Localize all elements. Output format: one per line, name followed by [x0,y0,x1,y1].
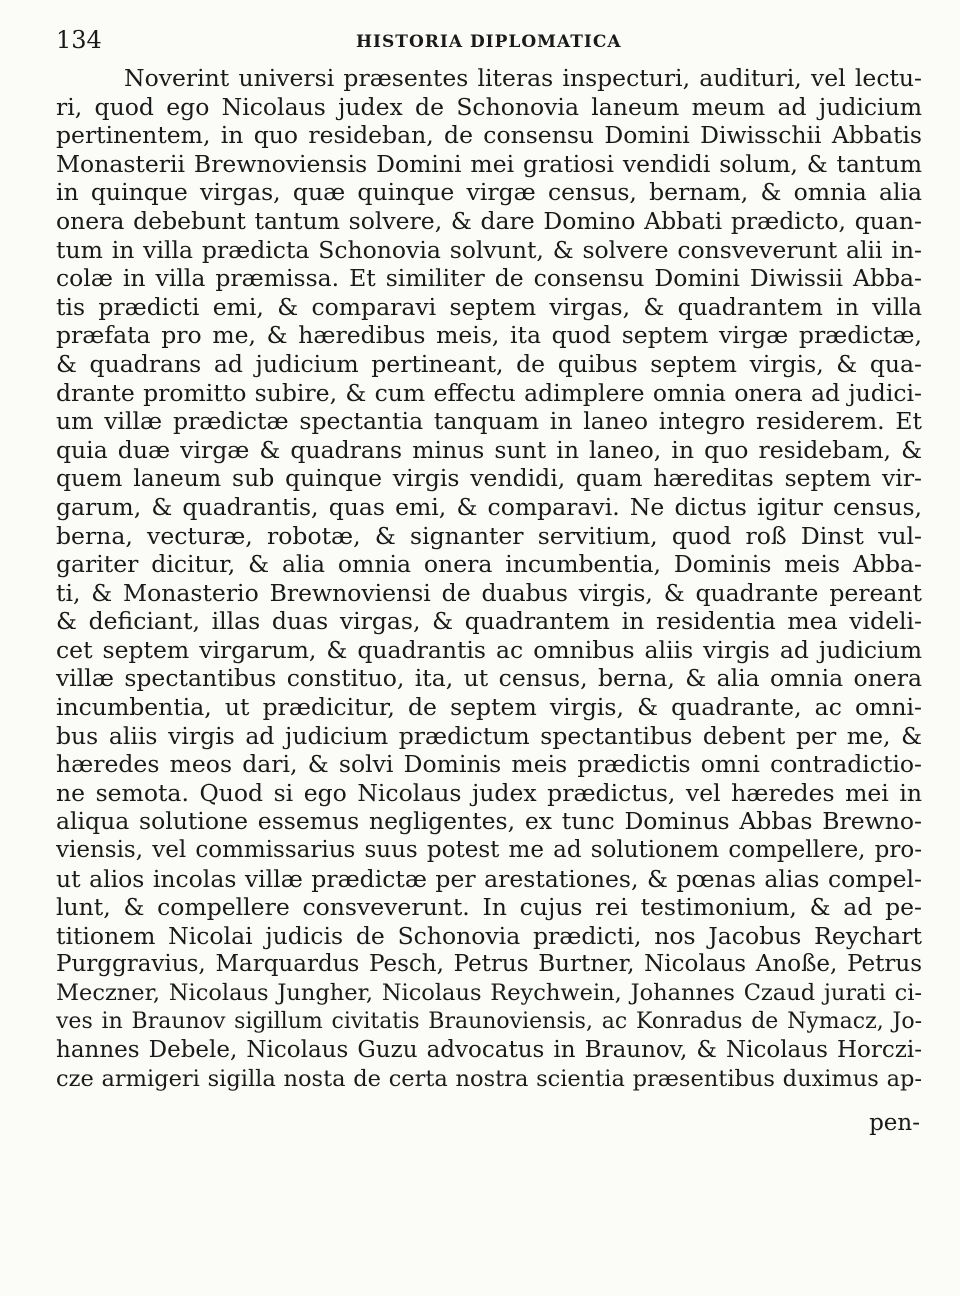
text-line: Meczner, Nicolaus Jungher, Nicolaus Reychwein, Johannes Czaud jurati ci- [56,980,922,1006]
text-line: cet septem virgarum, & quadrantis ac omnibus aliis virgis ad judicium [56,635,922,664]
running-head: HISTORIA DIPLOMATICA [356,32,622,52]
text-line: villæ spectantibus constituo, ita, ut census, berna, & alia omnia onera [56,664,922,693]
text-line: hæredes meos dari, & solvi Dominis meis prædictis omni contradictio- [56,750,922,779]
body-text [56,64,922,1093]
text-line: cze armigeri sigilla nosta de certa nostra scientia præsentibus duximus ap- [56,1065,922,1092]
text-line: onera debebunt tantum solvere, & dare Domino Abbati prædicto, quan- [56,206,922,235]
text-line: Monasterii Brewnoviensis Domini mei gratiosi vendidi solum, & tantum [56,149,922,178]
catchword: pen- [869,1110,920,1136]
text-line: um villæ prædictæ spectantia tanquam in laneo integro residerem. Et [56,407,922,436]
text-line: garum, & quadrantis, quas emi, & comparavi. Ne dictus igitur census, [56,492,922,521]
text-line: ri, quod ego Nicolaus judex de Schonovia laneum meum ad judicium [56,92,922,121]
text-line: gariter dicitur, & alia omnia onera incumbentia, Dominis meis Abba- [56,550,922,579]
text-line: præfata pro me, & hæredibus meis, ita quod septem virgæ prædictæ, [56,321,922,350]
text-line: titionem Nicolai judicis de Schonovia prædicti, nos Jacobus Reychart [56,921,922,950]
text-line: ti, & Monasterio Brewnoviensi de duabus virgis, & quadrante pereant [56,578,922,607]
text-line: viensis, vel commissarius suus potest me ad solutionem compellere, pro- [56,837,922,864]
text-line: bus aliis virgis ad judicium prædictum spectantibus debent per me, & [56,721,922,750]
text-line: pertinentem, in quo resideban, de consensu Domini Diwisschii Abbatis [56,121,922,150]
text-line: colæ in villa præmissa. Et similiter de consensu Domini Diwissii Abba- [56,264,922,293]
text-line: in quinque virgas, quæ quinque virgæ census, bernam, & omnia alia [56,178,922,207]
page-header [56,26,920,56]
text-line: Noverint universi præsentes literas inspecturi, audituri, vel lectu- [124,64,922,92]
text-line: lunt, & compellere consveverunt. In cujus rei testimonium, & ad pe- [56,893,922,922]
page-number: 134 [56,26,102,54]
text-line: quia duæ virgæ & quadrans minus sunt in laneo, in quo residebam, & [56,435,922,464]
text-line: tis prædicti emi, & comparavi septem virgas, & quadrantem in villa [56,292,922,321]
text-line: & deficiant, illas duas virgas, & quadrantem in residentia mea videli- [56,607,922,636]
text-line: quem laneum sub quinque virgis vendidi, quam hæreditas septem vir- [56,464,922,493]
text-line: Purggravius, Marquardus Pesch, Petrus Burtner, Nicolaus Anoße, Petrus [56,951,922,978]
text-line: ves in Braunov sigillum civitatis Braunoviensis, ac Konradus de Nymacz, Jo- [56,1008,922,1034]
text-line: & quadrans ad judicium pertineant, de quibus septem virgis, & qua- [56,349,922,378]
text-line: aliqua solutione essemus negligentes, ex tunc Dominus Abbas Brewno- [56,807,922,836]
text-line: berna, vecturæ, robotæ, & signanter servitium, quod roß Dinst vul- [56,521,922,550]
text-line: incumbentia, ut prædicitur, de septem virgis, & quadrante, ac omni- [56,693,922,722]
text-line: ne semota. Quod si ego Nicolaus judex prædictus, vel hæredes mei in [56,778,922,807]
text-line: ut alios incolas villæ prædictæ per arestationes, & pœnas alias compel- [56,864,922,893]
text-line: drante promitto subire, & cum effectu adimplere omnia onera ad judici- [56,378,922,407]
text-line: tum in villa prædicta Schonovia solvunt, & solvere consveverunt alii in- [56,235,922,264]
text-line: hannes Debele, Nicolaus Guzu advocatus in Braunov, & Nicolaus Horczi- [56,1037,922,1064]
